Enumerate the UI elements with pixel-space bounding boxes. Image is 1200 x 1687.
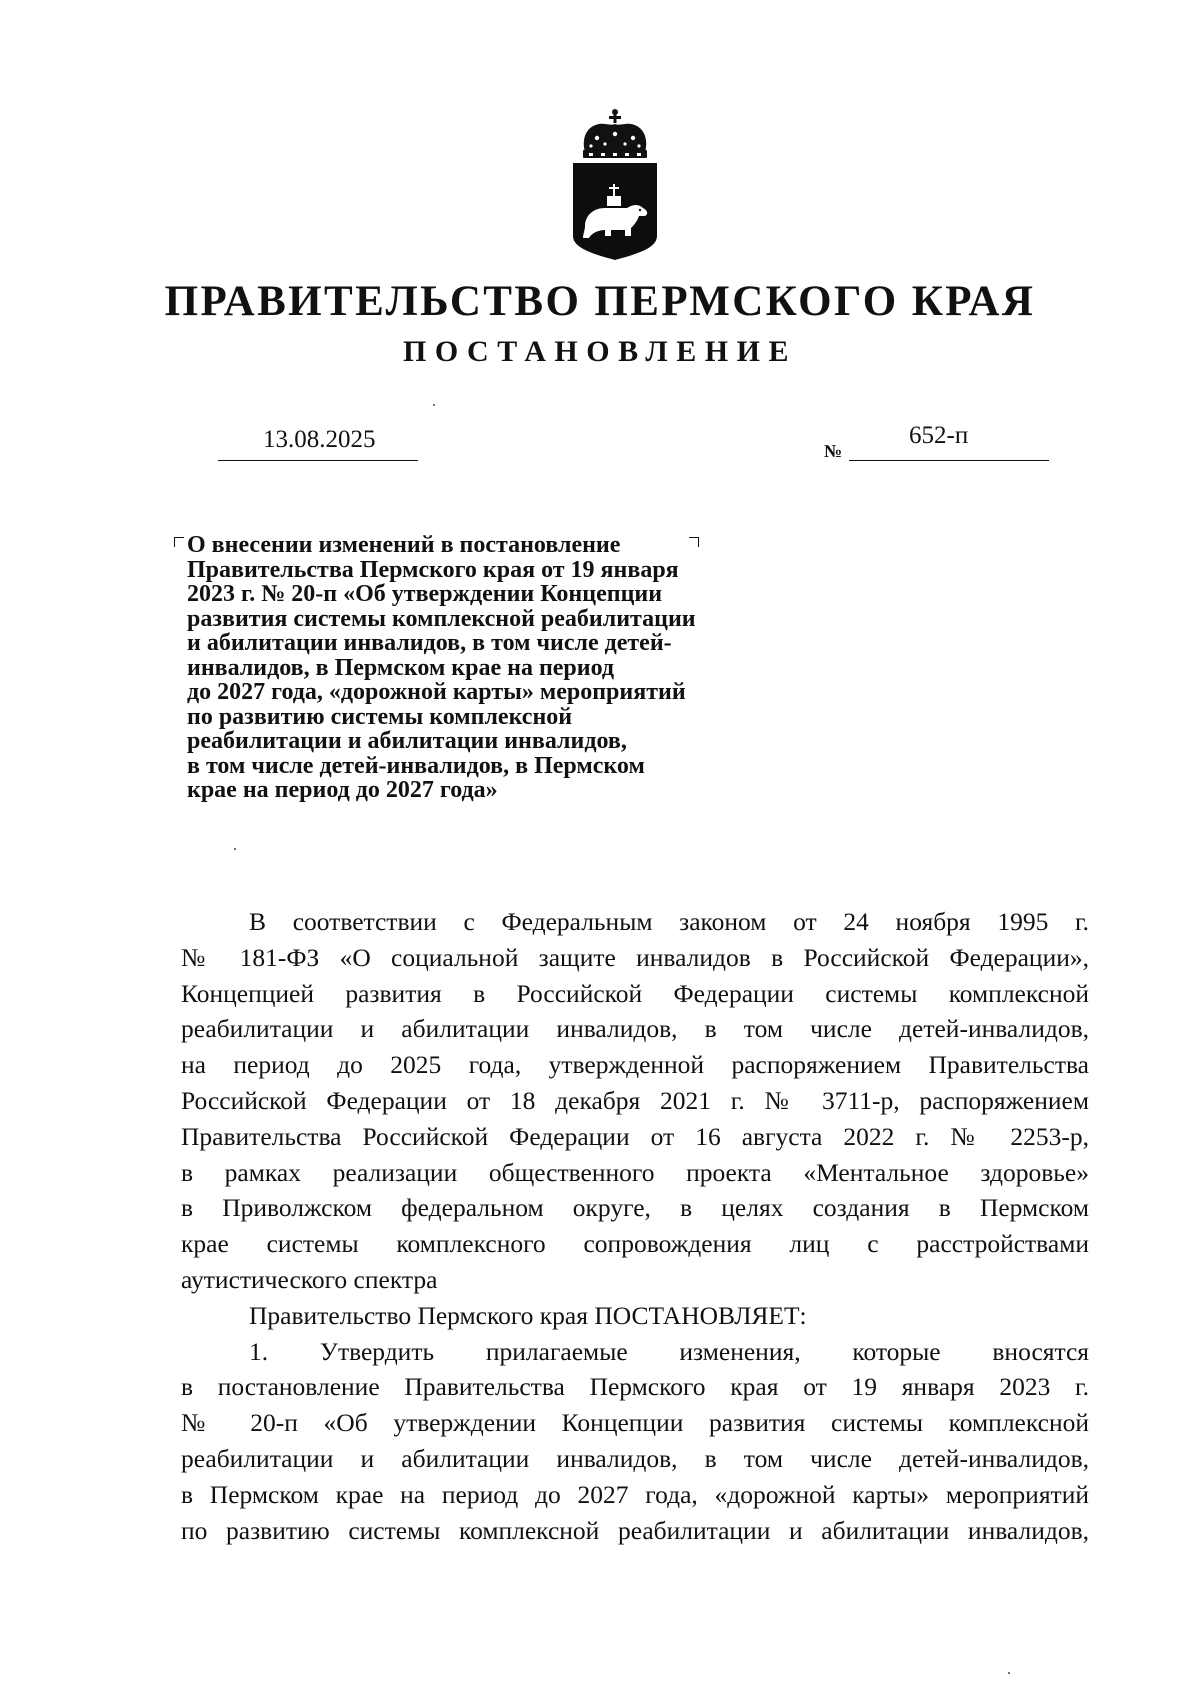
body-line: 1. Утвердить прилагаемые изменения, которые вносятся (249, 1336, 1089, 1366)
body-line: № 20-п «Об утверждении Концепции развития системы комплексной (181, 1408, 1089, 1438)
resolves-line: Правительство Пермского края ПОСТАНОВЛЯЕТ: (249, 1300, 807, 1330)
body-line: аутистического спектра (181, 1264, 438, 1294)
subject-line: крае на период до 2027 года» (187, 777, 498, 803)
preamble-paragraph (181, 904, 1089, 1298)
body-line: № 181-ФЗ «О социальной защите инвалидов в Российской Федерации», (181, 942, 1089, 972)
item-1-paragraph (181, 1334, 1089, 1549)
government-title: ПРАВИТЕЛЬСТВО ПЕРМСКОГО КРАЯ (164, 278, 1036, 325)
subject-line: 2023 г. № 20-п «Об утверждении Концепции (187, 581, 663, 607)
body-line: в Пермском крае на период до 2027 года, «дорожной карты» мероприятий (181, 1479, 1089, 1509)
number-field (849, 418, 1049, 461)
subject-line: О внесении изменений в постановление (187, 532, 621, 558)
perm-krai-coat-of-arms-icon (567, 108, 663, 260)
document-type-title: ПОСТАНОВЛЕНИЕ (403, 335, 797, 368)
body-line: Правительства Российской Федерации от 16 августа 2022 г. № 2253-р, (181, 1121, 1089, 1151)
body-line: в Приволжском федеральном округе, в целях создания в Пермском (181, 1193, 1089, 1223)
subject-line: Правительства Пермского края от 19 января (187, 556, 679, 583)
subject-line: развития системы комплексной реабилитации (187, 605, 696, 632)
scan-speck (1008, 1672, 1010, 1674)
scan-speck (433, 404, 435, 406)
body-line: на период до 2025 года, утвержденной распоряжением Правительства (181, 1050, 1089, 1080)
body-line: В соответствии с Федеральным законом от 24 ноября 1995 г. (249, 907, 1089, 936)
document-subject (187, 533, 807, 803)
subject-line: в том числе детей-инвалидов, в Пермском (187, 752, 645, 779)
body-line: Российской Федерации от 18 декабря 2021 г. № 3711-р, распоряжением (181, 1085, 1089, 1115)
body-line: в рамках реализации общественного проекта «Ментальное здоровье» (181, 1157, 1089, 1187)
document-date: 13.08.2025 (263, 426, 376, 453)
body-line: крае системы комплексного сопровождения лиц с расстройствами (181, 1229, 1089, 1259)
date-field (218, 420, 418, 461)
subject-line: по развитию системы комплексной (187, 703, 573, 730)
document-number: 652-п (909, 422, 969, 449)
body-line: реабилитации и абилитации инвалидов, в том числе детей-инвалидов, (181, 1443, 1089, 1473)
subject-line: инвалидов, в Пермском крае на период (187, 654, 615, 681)
subject-line: до 2027 года, «дорожной карты» мероприятий (187, 679, 686, 705)
body-line: в постановление Правительства Пермского края от 19 января 2023 г. (181, 1372, 1089, 1402)
body-line: реабилитации и абилитации инвалидов, в том числе детей-инвалидов, (181, 1014, 1089, 1044)
scan-speck (234, 848, 236, 850)
document-body (181, 904, 1089, 1548)
body-line: по развитию системы комплексной реабилитации и абилитации инвалидов, (181, 1515, 1089, 1545)
subject-line: реабилитации и абилитации инвалидов, (187, 728, 627, 754)
resolves-paragraph (181, 1298, 1089, 1334)
number-sign: № (824, 441, 843, 461)
subject-corner-left (174, 537, 184, 547)
subject-line: и абилитации инвалидов, в том числе детей- (187, 630, 672, 656)
body-line: Концепцией развития в Российской Федерации системы комплексной (181, 978, 1089, 1008)
